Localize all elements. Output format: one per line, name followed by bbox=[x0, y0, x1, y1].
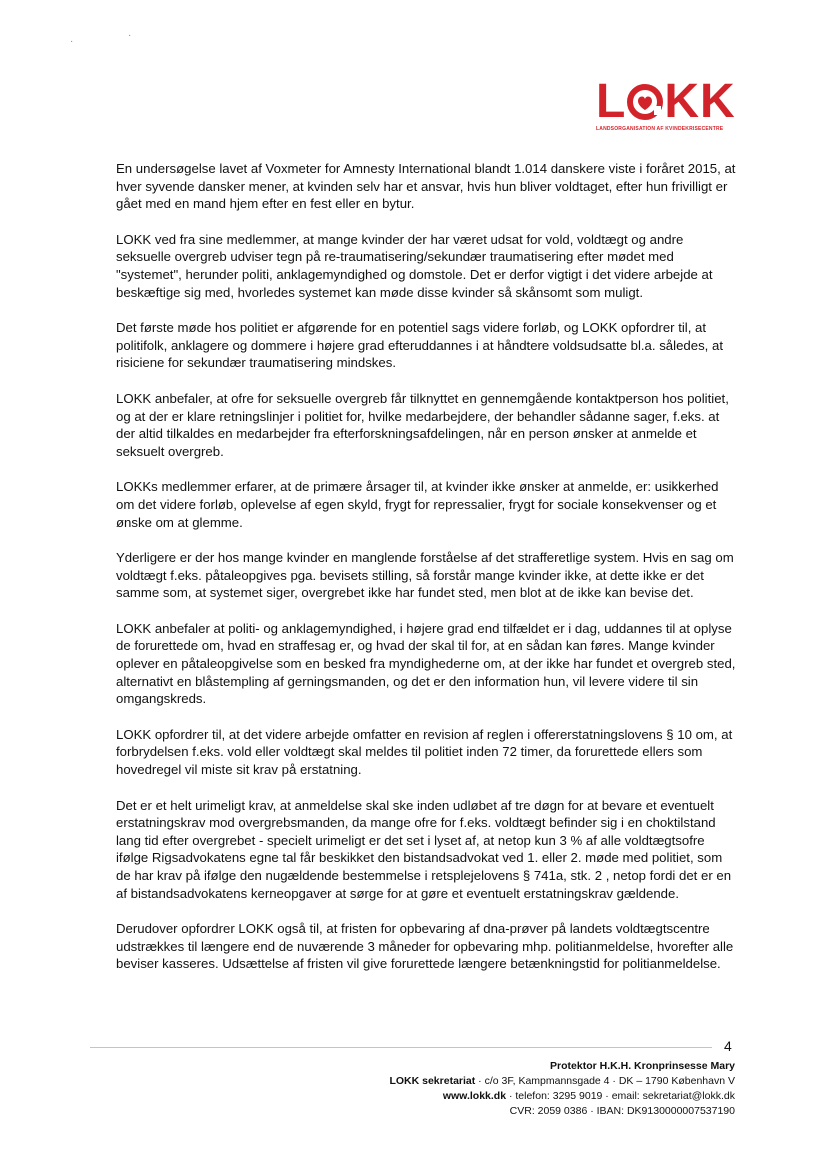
logo-letter-l: L bbox=[596, 75, 627, 128]
paragraph: LOKK opfordrer til, at det videre arbejde omfatter en revision af reglen i offererstatningslovens § 10 om, at forbrydelsen f.eks. vold eller voldtægt skal meldes til politiet inden 72 timer, da forurettede ellers som hovedregel vil miste sit krav på erstatning. bbox=[116, 726, 733, 778]
paragraph: LOKK ved fra sine medlemmer, at mange kvinder der har været udsat for vold, voldtægt og andre seksuelle overgreb udviser tegn på re-traumatisering/sekundær traumatisering efter mødet med "systemet", herunder politi, anklagemyndighed og domstole. Det er derfor vigtigt i det videre arbejde at beskæftige sig med, hvorledes systemet kan møde disse kvinder så skånsomt som muligt. bbox=[116, 231, 713, 300]
footer-website: www.lokk.dk bbox=[442, 1090, 507, 1102]
paragraph: Det første møde hos politiet er afgørende for en potentiel sags videre forløb, og LOKK opfordrer til, at politifolk, anklagere og dommere i højere grad efteruddannes i at håndtere voldsudsatte bl.a. således, at risiciene for sekundær traumatisering mindskes. bbox=[116, 320, 723, 371]
logo-letters-kk: KK bbox=[664, 75, 736, 128]
logo-wordmark bbox=[596, 75, 736, 128]
footer-address: · c/o 3F, Kampmannsgade 4 · DK – 1790 København V bbox=[475, 1075, 735, 1087]
scan-speck: · bbox=[70, 36, 74, 47]
paragraph: Det er et helt urimeligt krav, at anmeldelse skal ske inden udløbet af tre døgn for at bevare et eventuelt erstatningskrav mod overgrebsmanden, da mange ofre for f.eks. voldtægt befinder sig i en choktilstand lang tid efter overgrebet - specielt urimeligt er det set i lyset af, at netop kun 3 % af alle voldtægtsofre ifølge Rigsadvokatens egne tal får beskikket den bistandsadvokat ved 1. eller 2. møde med politiet, som de har krav på ifølge den nugældende bestemmelse i retsplejelovens § 741a, stk. 2 , netop fordi det er en af bistandsadvokatens kerneopgaver at sørge for at gøre et eventuelt erstatningskrav gældende. bbox=[116, 797, 732, 901]
paragraph: LOKKs medlemmer erfarer, at de primære årsager til, at kvinder ikke ønsker at anmelde, er: usikkerhed om det videre forløb, oplevelse af egen skyld, frygt for repressalier, frygt for sociale konsekvenser og et ønske om at glemme. bbox=[116, 479, 719, 530]
paragraph: Yderligere er der hos mange kvinder en manglende forståelse af det strafferetlige system. Hvis en sag om voldtægt f.eks. påtaleopgives pga. bevisets stilling, så forstår mange kvinder ikke, at dette ikke er det samme som, at systemet siger, overgrebet ikke har fundet sted, men blot at de ikke kan bevise det. bbox=[116, 550, 734, 601]
lokk-logo bbox=[596, 75, 736, 136]
letter-body bbox=[116, 160, 736, 991]
footer-patron: Protektor H.K.H. Kronprinsesse Mary bbox=[550, 1060, 735, 1072]
footer-divider bbox=[90, 1047, 712, 1048]
paragraph: LOKK anbefaler, at ofre for seksuelle overgreb får tilknyttet en gennemgående kontaktperson hos politiet, og at der er klare retningslinjer i politiet for, hvilke medarbejdere, der behandler sådanne sager, f.eks. at der altid tilkaldes en medarbejder fra efterforskningsafdelingen, når en person ønsker at anmelde et seksuelt overgreb. bbox=[116, 390, 729, 459]
footer-address-line bbox=[389, 1074, 735, 1089]
footer-contact-line bbox=[389, 1089, 735, 1104]
paragraph: Derudover opfordrer LOKK også til, at fristen for opbevaring af dna-prøver på landets voldtægtscentre udstrækkes til længere end de nuværende 3 måneder for opbevaring mhp. politianmeldelse, hvorefter alle beviser kasseres. Udsættelse af fristen vil give forurettede længere betænkningstid for politianmeldelse. bbox=[116, 921, 734, 972]
logo-tagline: LANDSORGANISATION AF KVINDEKRISECENTRE bbox=[596, 126, 724, 132]
paragraph: LOKK anbefaler at politi- og anklagemyndighed, i højere grad end tilfældet er i dag, uddannes til at oplyse de forurettede om, hvad en straffesag er, og hvad der skal til for, at en sådan kan føres. Mange kvinder oplever en påtaleopgivelse som en besked fra myndighederne om, at der ikke har fundet et overgreb sted, alternativt en blåstempling af gerningsmanden, og det er den information hun, vil levere videre til sin omgangskreds. bbox=[116, 620, 736, 707]
footer-org-name: LOKK sekretariat bbox=[389, 1075, 476, 1087]
page-number: 4 bbox=[724, 1038, 732, 1054]
letterhead-footer bbox=[389, 1059, 735, 1119]
scan-speck: · bbox=[128, 30, 132, 41]
heart-symbol-icon bbox=[627, 82, 663, 122]
footer-contact: · telefon: 3295 9019 · email: sekretariat@lokk.dk bbox=[506, 1090, 735, 1102]
paragraph: En undersøgelse lavet af Voxmeter for Amnesty International blandt 1.014 danskere viste i foråret 2015, at hver syvende dansker mener, at kvinden selv har et ansvar, hvis hun bliver voldtaget, efter hun frivilligt er gået med en mand hjem efter en fest eller en bytur. bbox=[116, 161, 736, 212]
footer-registration: CVR: 2059 0386 · IBAN: DK9130000007537190 bbox=[509, 1105, 735, 1117]
